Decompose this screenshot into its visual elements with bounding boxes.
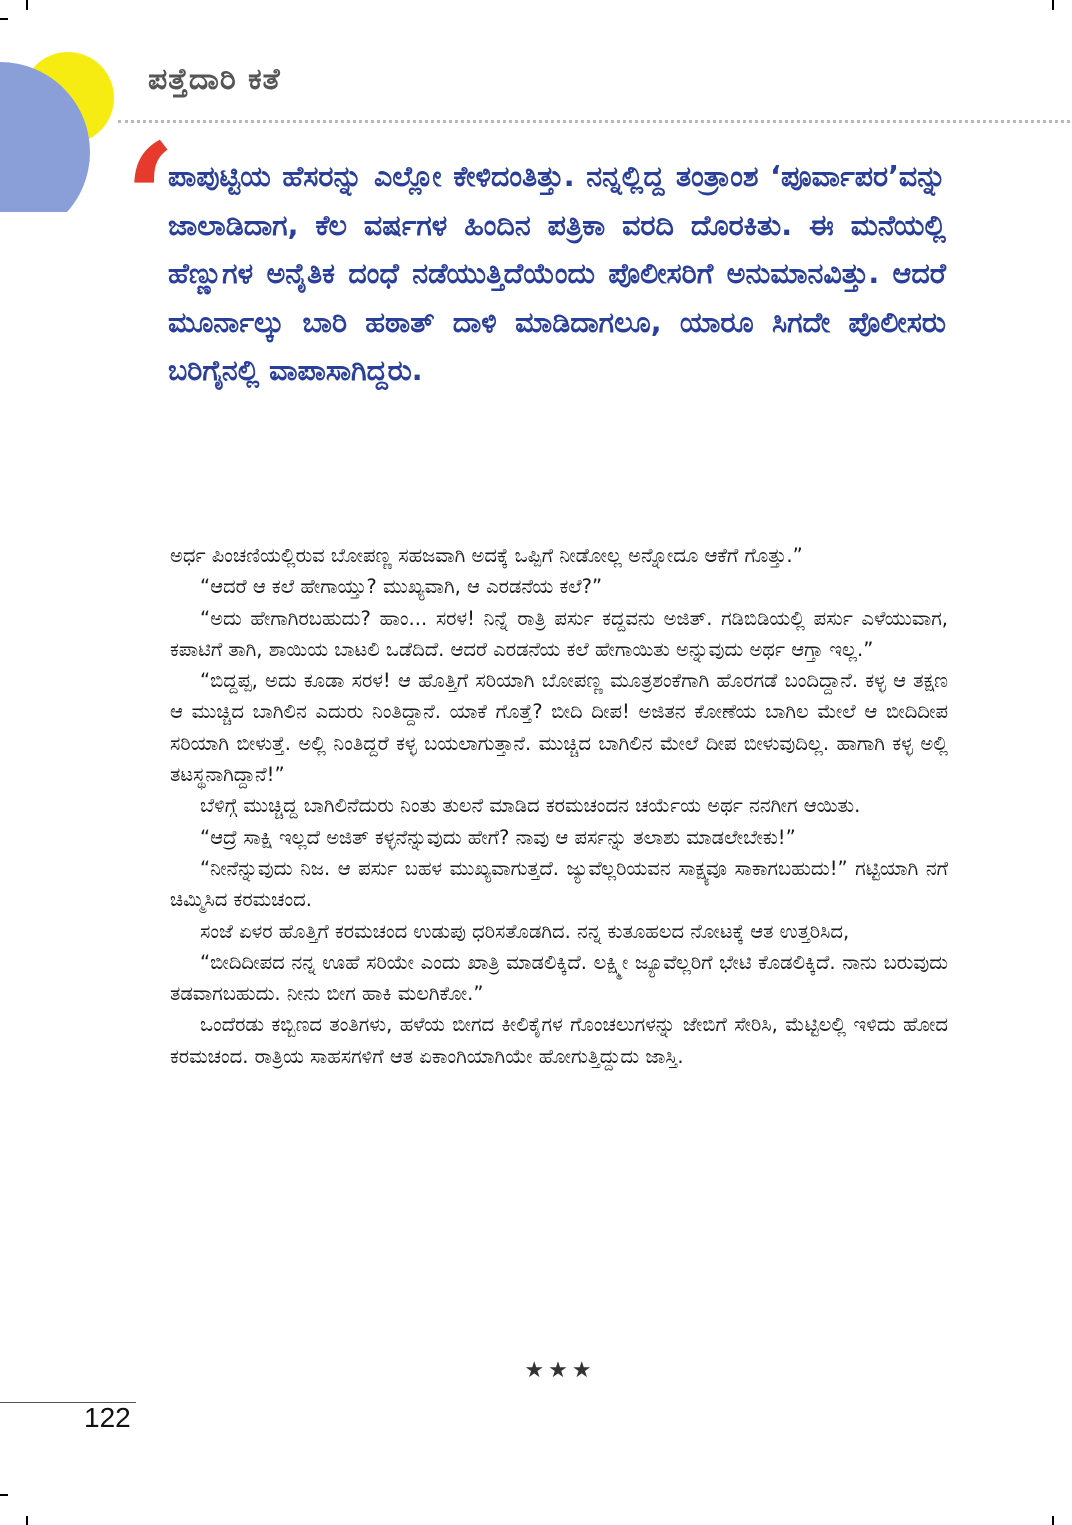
section-title: ಪತ್ತೆದಾರಿ ಕತೆ [148,62,281,97]
page-number: 122 [84,1402,131,1433]
paragraph: ಒಂದೆರಡು ಕಬ್ಬಿಣದ ತಂತಿಗಳು, ಹಳೆಯ ಬೀಗದ ಕೀಲಿಕೈಗಳ ಗೊಂಚಲುಗಳನ್ನು ಜೇಬಿಗೆ ಸೇರಿಸಿ, ಮೆಟ್ಟಿಲಲ್ಲಿ ಇಳಿದು ಹೋದ ಕರಮಚಂದ. ರಾತ್ರಿಯ ಸಾಹಸಗಳಿಗೆ ಆತ ಏಕಾಂಗಿಯಾಗಿಯೇ ಹೋಗುತ್ತಿದ್ದುದು ಜಾಸ್ತಿ. [170,1013,948,1068]
paragraph: “ಅದು ಹೇಗಾಗಿರಬಹುದು? ಹಾಂ... ಸರಳ! ನಿನ್ನೆ ರಾತ್ರಿ ಪರ್ಸು ಕದ್ದವನು ಅಜಿತ್. ಗಡಿಬಿಡಿಯಲ್ಲಿ ಪರ್ಸು ಎಳೆಯುವಾಗ, ಕಪಾಟಿಗೆ ತಾಗಿ, ಶಾಯಿಯ ಬಾಟಲಿ ಒಡೆದಿದೆ. ಆದರೆ ಎರಡನೆಯ ಕಲೆ ಹೇಗಾಯಿತು ಅನ್ನುವುದು ಅರ್ಥ ಆಗ್ತಾ ಇಲ್ಲ.” [170,606,948,661]
paragraph: “ಬೀದಿದೀಪದ ನನ್ನ ಊಹೆ ಸರಿಯೇ ಎಂದು ಖಾತ್ರಿ ಮಾಡಲಿಕ್ಕಿದೆ. ಲಕ್ಷ್ಮೀ ಜ್ಯೂವೆಲ್ಲರಿಗೆ ಭೇಟಿ ಕೊಡಲಿಕ್ಕಿದೆ. ನಾನು ಬರುವುದು ತಡವಾಗಬಹುದು. ನೀನು ಬೀಗ ಹಾಕಿ ಮಲಗಿಕೋ.” [170,950,948,1006]
paragraph: “ಬಿದ್ದಪ್ಪ, ಅದು ಕೂಡಾ ಸರಳ! ಆ ಹೊತ್ತಿಗೆ ಸರಿಯಾಗಿ ಬೋಪಣ್ಣ ಮೂತ್ರಶಂಕೆಗಾಗಿ ಹೊರಗಡೆ ಬಂದಿದ್ದಾನೆ. ಕಳ್ಳ ಆ ತಕ್ಷಣ ಆ ಮುಚ್ಚಿದ ಬಾಗಿಲಿನ ಎದುರು ನಿಂತಿದ್ದಾನೆ. ಯಾಕೆ ಗೊತ್ತೆ? ಬೀದಿ ದೀಪ! ಅಜಿತನ ಕೋಣೆಯ ಬಾಗಿಲ ಮೇಲೆ ಆ ಬೀದಿದೀಪ ಸರಿಯಾಗಿ ಬೀಳುತ್ತೆ. ಅಲ್ಲಿ ನಿಂತಿದ್ದರೆ ಕಳ್ಳ ಬಯಲಾಗುತ್ತಾನೆ. ಮುಚ್ಚಿದ ಬಾಗಿಲಿನ ಮೇಲೆ ದೀಪ ಬೀಳುವುದಿಲ್ಲ. ಹಾಗಾಗಿ ಕಳ್ಳ ಅಲ್ಲಿ ತಟಸ್ಥನಾಗಿದ್ದಾನೆ!” [170,669,948,787]
crop-mark [0,1494,8,1496]
paragraph: “ಆದ್ರೆ ಸಾಕ್ಷಿ ಇಲ್ಲದೆ ಅಜಿತ್ ಕಳ್ಳನೆನ್ನುವುದು ಹೇಗೆ? ನಾವು ಆ ಪರ್ಸನ್ನು ತಲಾಶು ಮಾಡಲೇಬೇಕು!” [200,825,796,849]
paragraph: ಬೆಳಿಗ್ಗೆ ಮುಚ್ಚಿದ್ದ ಬಾಗಿಲಿನೆದುರು ನಿಂತು ತುಲನೆ ಮಾಡಿದ ಕರಮಚಂದನ ಚರ್ಯೆಯ ಅರ್ಥ ನನಗೀಗ ಆಯಿತು. [200,794,861,818]
body-text [170,540,948,1072]
paragraph: ಅರ್ಧ ಪಿಂಚಣಿಯಲ್ಲಿರುವ ಬೋಪಣ್ಣ ಸಹಜವಾಗಿ ಅದಕ್ಕೆ ಒಪ್ಪಿಗೆ ನೀಡೋಲ್ಲ ಅನ್ನೋದೂ ಆಕೆಗೆ ಗೊತ್ತು.” [170,544,803,567]
dotted-divider [118,120,1070,123]
paragraph: “ನೀನೆನ್ನುವುದು ನಿಜ. ಆ ಪರ್ಸು ಬಹಳ ಮುಖ್ಯವಾಗುತ್ತದೆ. ಜ್ಯುವೆಲ್ಲರಿಯವನ ಸಾಕ್ಷ್ಯವೂ ಸಾಕಾಗಬಹುದು!” ಗಟ್ಟಿಯಾಗಿ ನಗೆ ಚಿಮ್ಮಿಸಿದ ಕರಮಚಂದ. [170,856,948,912]
crop-mark [1052,1516,1054,1525]
crop-mark [26,0,28,10]
paragraph: ಸಂಜೆ ಏಳರ ಹೊತ್ತಿಗೆ ಕರಮಚಂದ ಉಡುಪು ಧರಿಸತೊಡಗಿದ. ನನ್ನ ಕುತೂಹಲದ ನೋಟಕ್ಕೆ ಆತ ಉತ್ತರಿಸಿದ, [200,919,850,943]
crop-mark [1052,0,1054,10]
crop-mark [26,1516,28,1525]
paragraph: “ಆದರೆ ಆ ಕಲೆ ಹೇಗಾಯ್ತು? ಮುಖ್ಯವಾಗಿ, ಆ ಎರಡನೆಯ ಕಲೆ?” [200,575,603,599]
quote-mark-icon: ‘ [124,111,177,287]
crop-mark [0,18,8,20]
section-separator: ★★★ [524,1358,596,1383]
header-decoration [0,52,130,212]
pull-quote: ಪಾಪುಟ್ಟಿಯ ಹೆಸರನ್ನು ಎಲ್ಲೋ ಕೇಳಿದಂತಿತ್ತು. ನನ್ನಲ್ಲಿದ್ದ ತಂತ್ರಾಂಶ ‘ಪೂರ್ವಾಪರ’ವನ್ನು ಜಾಲಾಡಿದಾಗ, ಕೆಲ ವರ್ಷಗಳ ಹಿಂದಿನ ಪತ್ರಿಕಾ ವರದಿ ದೊರಕಿತು. ಈ ಮನೆಯಲ್ಲಿ ಹೆಣ್ಣುಗಳ ಅನೈತಿಕ ದಂಧೆ ನಡೆಯುತ್ತಿದೆಯೆಂದು ಪೊಲೀಸರಿಗೆ ಅನುಮಾನವಿತ್ತು. ಆದರೆ ಮೂರ್ನಾಲ್ಕು ಬಾರಿ ಹಠಾತ್ ದಾಳಿ ಮಾಡಿದಾಗಲೂ, ಯಾರೂ ಸಿಗದೇ ಪೊಲೀಸರು ಬರಿಗೈನಲ್ಲಿ ವಾಪಾಸಾಗಿದ್ದರು. [168,160,946,387]
